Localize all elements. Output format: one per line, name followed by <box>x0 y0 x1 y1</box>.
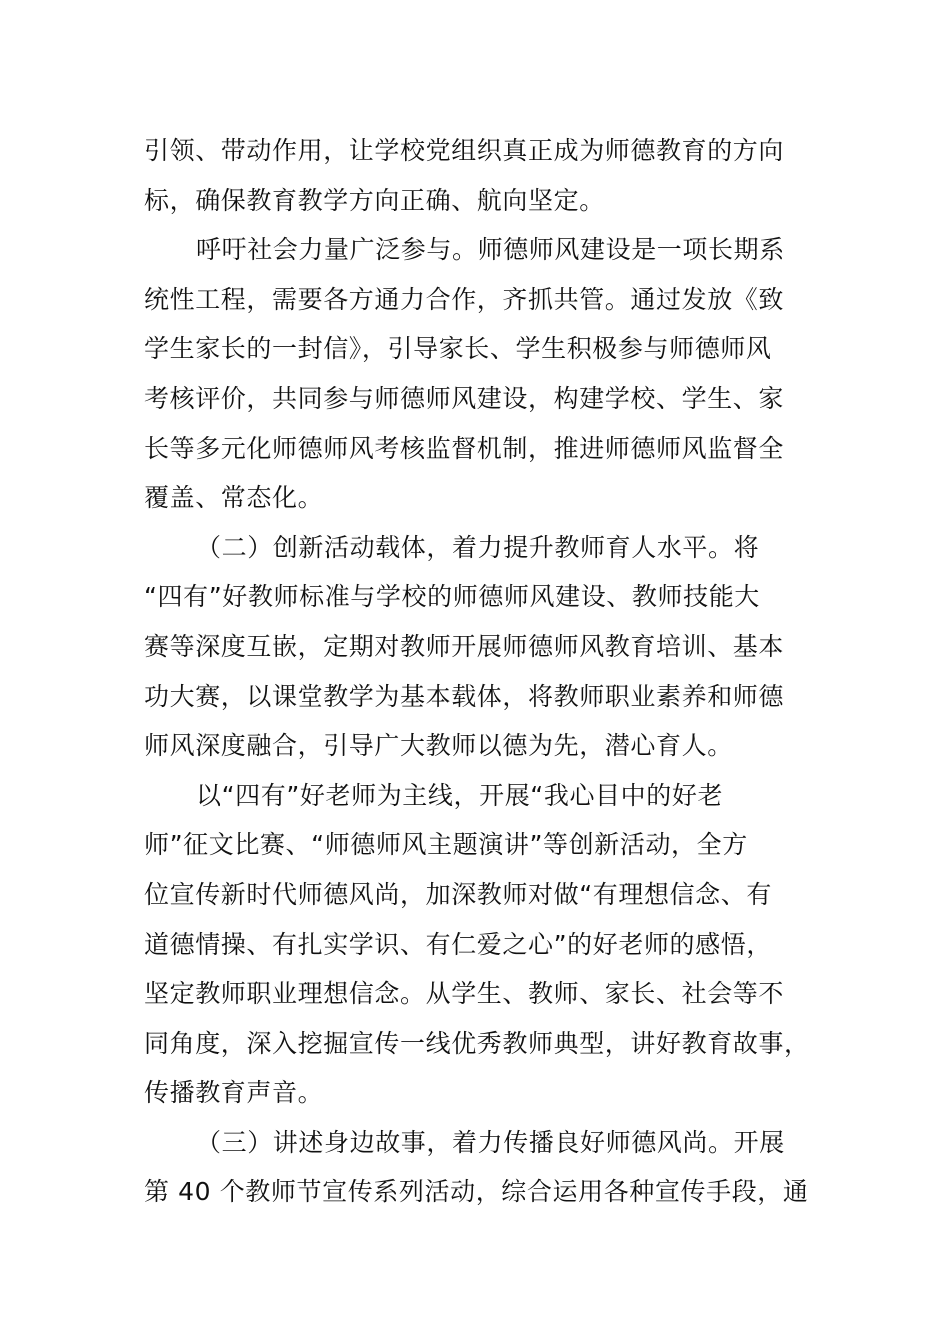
paragraph-start-line: 以“四有”好老师为主线，开展“我心目中的好老 <box>196 780 724 810</box>
text-line: 位宣传新时代师德风尚，加深教师对做“有理想信念、有 <box>144 879 772 909</box>
text-line: 功大赛，以课堂教学为基本载体，将教师职业素养和师德 <box>144 681 785 711</box>
text-line: 赛等深度互嵌，定期对教师开展师德师风教育培训、基本 <box>144 631 785 661</box>
paragraph-start-line: 呼吁社会力量广泛参与。师德师风建设是一项长期系 <box>196 235 785 265</box>
text-line: 引领、带动作用，让学校党组织真正成为师德教育的方向 <box>144 136 785 165</box>
section-heading-line: （二）创新活动载体，着力提升教师育人水平。将 <box>196 532 760 562</box>
text-line: 师风深度融合，引导广大教师以德为先，潜心育人。 <box>144 731 733 761</box>
text-line: 道德情操、有扎实学识、有仁爱之心”的好老师的感悟， <box>144 929 772 959</box>
text-line: “四有”好教师标准与学校的师德师风建设、教师技能大 <box>144 582 760 612</box>
text-line: 标，确保教育教学方向正确、航向坚定。 <box>144 185 605 215</box>
text-line: 坚定教师职业理想信念。从学生、教师、家长、社会等不 <box>144 979 785 1009</box>
text-line: 传播教育声音。 <box>144 1078 324 1108</box>
text-line: 第 40 个教师节宣传系列活动，综合运用各种宣传手段，通 <box>144 1177 809 1207</box>
text-line: 长等多元化师德师风考核监督机制，推进师德师风监督全 <box>144 433 785 463</box>
body-text <box>144 126 808 1217</box>
text-line: 考核评价，共同参与师德师风建设，构建学校、学生、家 <box>144 383 785 413</box>
text-line: 覆盖、常态化。 <box>144 483 324 513</box>
text-line: 统性工程，需要各方通力合作，齐抓共管。通过发放《致 <box>144 284 785 314</box>
text-line: 学生家长的一封信》，引导家长、学生积极参与师德师风 <box>144 334 772 364</box>
text-line: 师”征文比赛、“师德师风主题演讲”等创新活动，全方 <box>144 830 748 860</box>
text-line: 同角度，深入挖掘宣传一线优秀教师典型，讲好教育故事， <box>144 1028 810 1058</box>
section-heading-line: （三）讲述身边故事，着力传播良好师德风尚。开展 <box>196 1127 785 1157</box>
